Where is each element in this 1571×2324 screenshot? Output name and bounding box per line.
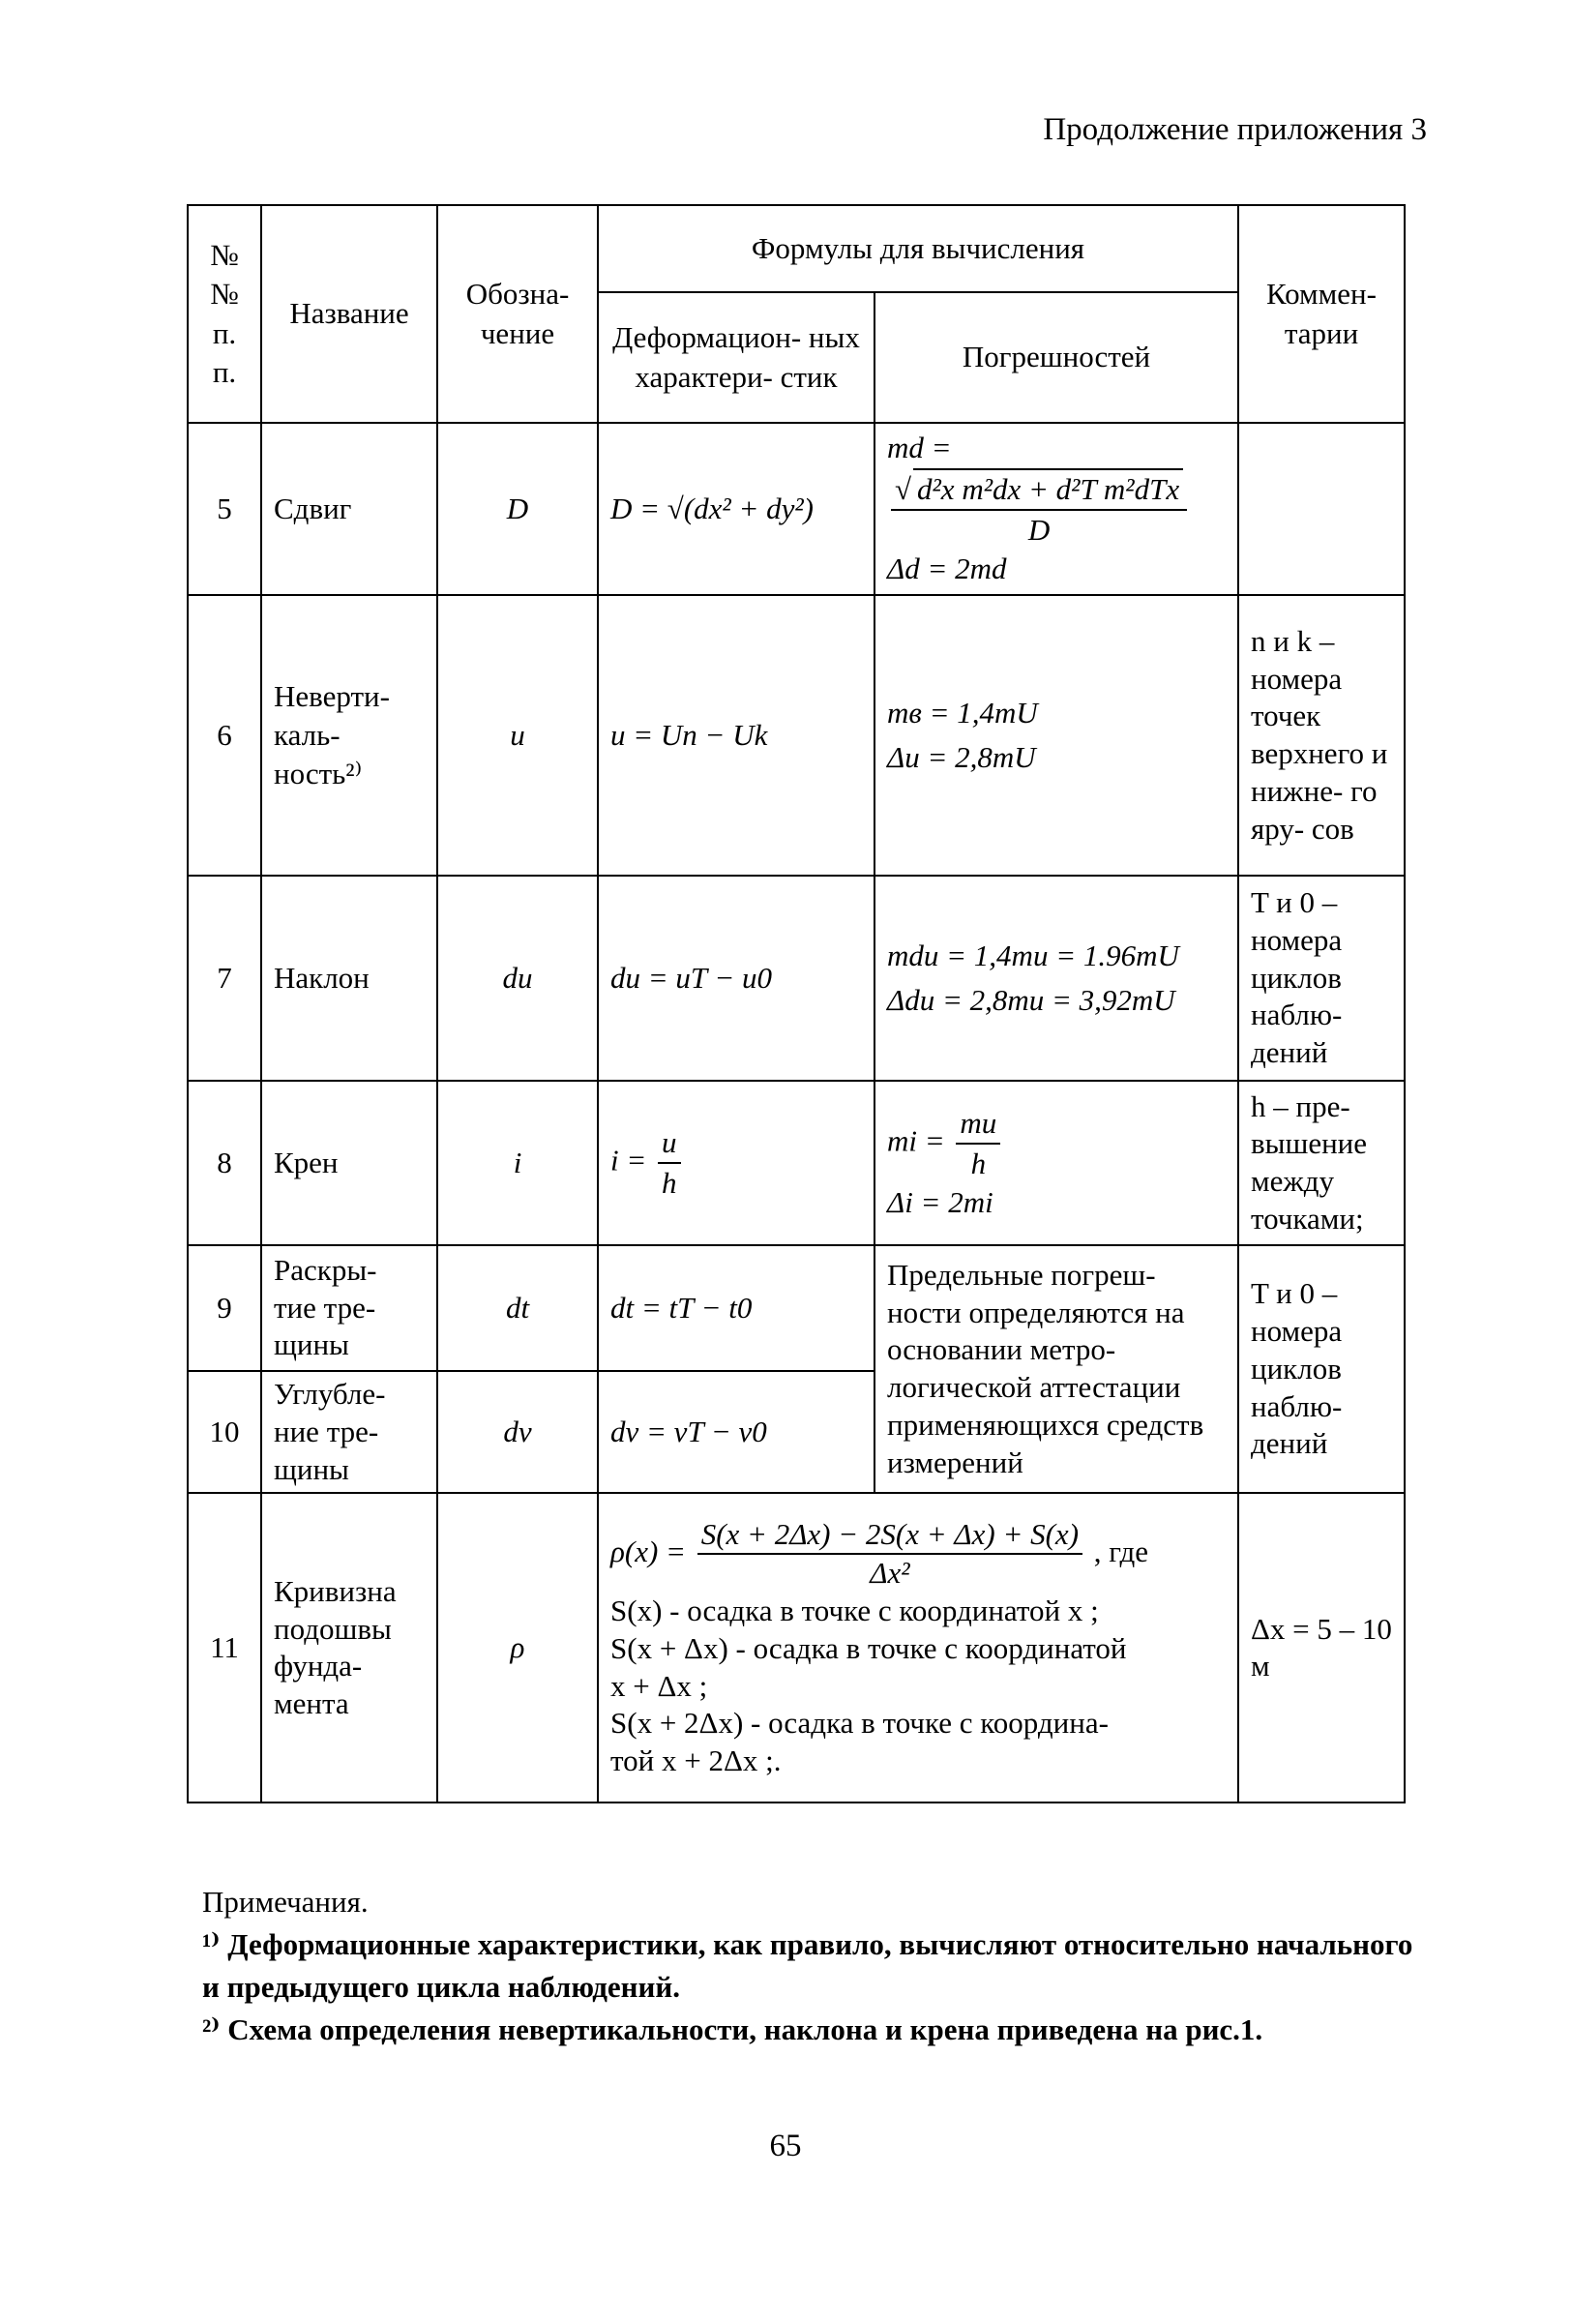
formula-denominator: Δx²: [870, 1556, 910, 1591]
table-row: [188, 1081, 1405, 1245]
page-header: Продолжение приложения 3: [1043, 112, 1427, 147]
header-formulas: Формулы для вычисления: [598, 205, 1238, 292]
error-line-2: Δdи = 2,8mи = 3,92mU: [887, 983, 1175, 1017]
row-num: 7: [188, 876, 261, 1081]
table-header-row-1: [188, 205, 1405, 292]
row-deform-formula: dv = vT − v0: [598, 1371, 874, 1493]
error-line-1: mв = 1,4mU: [887, 695, 1038, 730]
row-deform-formula: [598, 1081, 874, 1245]
table-row: [188, 876, 1405, 1081]
header-error: Погрешностей: [874, 292, 1238, 423]
row-deform-formula: dи = uT − u0: [598, 876, 874, 1081]
formula-fraction: [697, 1516, 1082, 1594]
row-num: 10: [188, 1371, 261, 1493]
formula-line-3: S(x + Δx) - осадка в точке с координатой: [610, 1630, 1127, 1665]
notes-section: [202, 1881, 1431, 2051]
row-num: 5: [188, 423, 261, 595]
notes-title: Примечания.: [202, 1885, 369, 1919]
row-num: 8: [188, 1081, 261, 1245]
row-num: 6: [188, 595, 261, 876]
row-name: Углубле- ние тре- щины: [261, 1371, 437, 1493]
formula-line-4: x + Δx ;: [610, 1668, 708, 1703]
row-comment: n и k – номера точек верхнего и нижне- го яру- сов: [1238, 595, 1405, 876]
row-error-formula: [874, 1081, 1238, 1245]
row-comment: Δx = 5 – 10 м: [1238, 1493, 1405, 1803]
row-num: 11: [188, 1493, 261, 1803]
row-error-formula: [874, 595, 1238, 876]
formula-line-6: той x + 2Δx ;.: [610, 1743, 782, 1778]
formula-line-2: S(x) - осадка в точке с координатой x ;: [610, 1594, 1099, 1628]
header-deform: Деформацион- ных характери- стик: [598, 292, 874, 423]
header-symbol: Обозна- чение: [437, 205, 598, 423]
row-name: Наклон: [261, 876, 437, 1081]
error-fraction-line: [887, 1104, 1226, 1184]
error-numerator: √ d²x m²dx + d²T m²dTx: [891, 468, 1187, 511]
error-line-2: Δi = 2mi: [887, 1185, 993, 1220]
deform-label: i =: [610, 1143, 647, 1177]
curvature-main-formula: [610, 1516, 1226, 1594]
error-fraction: [956, 1104, 1000, 1184]
table-row: [188, 595, 1405, 876]
header-comment: Коммен- тарии: [1238, 205, 1405, 423]
row-deform-formula: D = √(dx² + dy²): [598, 423, 874, 595]
row-deform-formula: dt = tT − t0: [598, 1245, 874, 1371]
row-symbol: dv: [437, 1371, 598, 1493]
table-row: [188, 1493, 1405, 1803]
error-numerator: mи: [956, 1104, 1000, 1145]
formula-line-5: S(x + 2Δx) - осадка в точке с координа-: [610, 1706, 1109, 1741]
row-error-formula: [874, 876, 1238, 1081]
row-name: Крен: [261, 1081, 437, 1245]
row-symbol: i: [437, 1081, 598, 1245]
error-fraction: [891, 468, 1187, 551]
error-label: mi =: [887, 1122, 945, 1157]
header-num: № № п. п.: [188, 205, 261, 423]
row-comment: h – пре- вышение между точками;: [1238, 1081, 1405, 1245]
note-2: ²⁾ Схема определения невертикальности, наклона и крена приведена на рис.1.: [202, 2012, 1263, 2047]
formula-tail: , где: [1093, 1534, 1148, 1568]
header-name: Название: [261, 205, 437, 423]
row-symbol: dt: [437, 1245, 598, 1371]
error-stack: [887, 931, 1179, 1027]
row-num: 9: [188, 1245, 261, 1371]
error-stack: [887, 688, 1038, 784]
formula-label: ρ(x) =: [610, 1534, 686, 1568]
error-denominator: D: [1027, 513, 1051, 547]
row-name: Неверти- каль- ность²⁾: [261, 595, 437, 876]
shared-comment: T и 0 – номера циклов наблю- дений: [1238, 1245, 1405, 1493]
formula-numerator: S(x + 2Δx) − 2S(x + Δx) + S(x): [697, 1516, 1082, 1556]
deform-numerator: u: [658, 1123, 681, 1164]
deform-denominator: h: [662, 1166, 677, 1200]
row-deform-formula: u = Un − Uk: [598, 595, 874, 876]
shared-error-text: Предельные погреш- ности определяются на основании метро- логической аттестации применяющихся средств измерений: [874, 1245, 1238, 1493]
error-numerator-text: d²x m²dx + d²T m²dTx: [913, 468, 1183, 509]
deform-fraction: [658, 1123, 681, 1204]
row-name: Кривизна подошвы фунда- мента: [261, 1493, 437, 1803]
row-symbol: u: [437, 595, 598, 876]
error-line-2: Δu = 2,8mU: [887, 740, 1036, 774]
row-name: Сдвиг: [261, 423, 437, 595]
formulas-table: [187, 204, 1406, 1803]
table-row: [188, 423, 1405, 595]
row-error-formula: [874, 423, 1238, 595]
page-number: 65: [769, 2129, 802, 2163]
row-symbol: dи: [437, 876, 598, 1081]
error-line-1: mdи = 1,4mи = 1.96mU: [887, 938, 1179, 972]
row-symbol: ρ: [437, 1493, 598, 1803]
table-row: [188, 1245, 1405, 1371]
error-denominator: h: [970, 1146, 987, 1180]
error-line-2: Δd = 2md: [887, 551, 1007, 586]
row-symbol: D: [437, 423, 598, 595]
error-fraction-line: [887, 429, 1226, 550]
row-curvature-formula: [598, 1493, 1238, 1803]
row-comment: [1238, 423, 1405, 595]
row-comment: T и 0 – номера циклов наблю- дений: [1238, 876, 1405, 1081]
row-name: Раскры- тие тре- щины: [261, 1245, 437, 1371]
error-label: md =: [887, 431, 952, 465]
note-1: ¹⁾ Деформационные характеристики, как правило, вычисляют относительно начального и предыдущего цикла наблюдений.: [202, 1927, 1413, 2005]
